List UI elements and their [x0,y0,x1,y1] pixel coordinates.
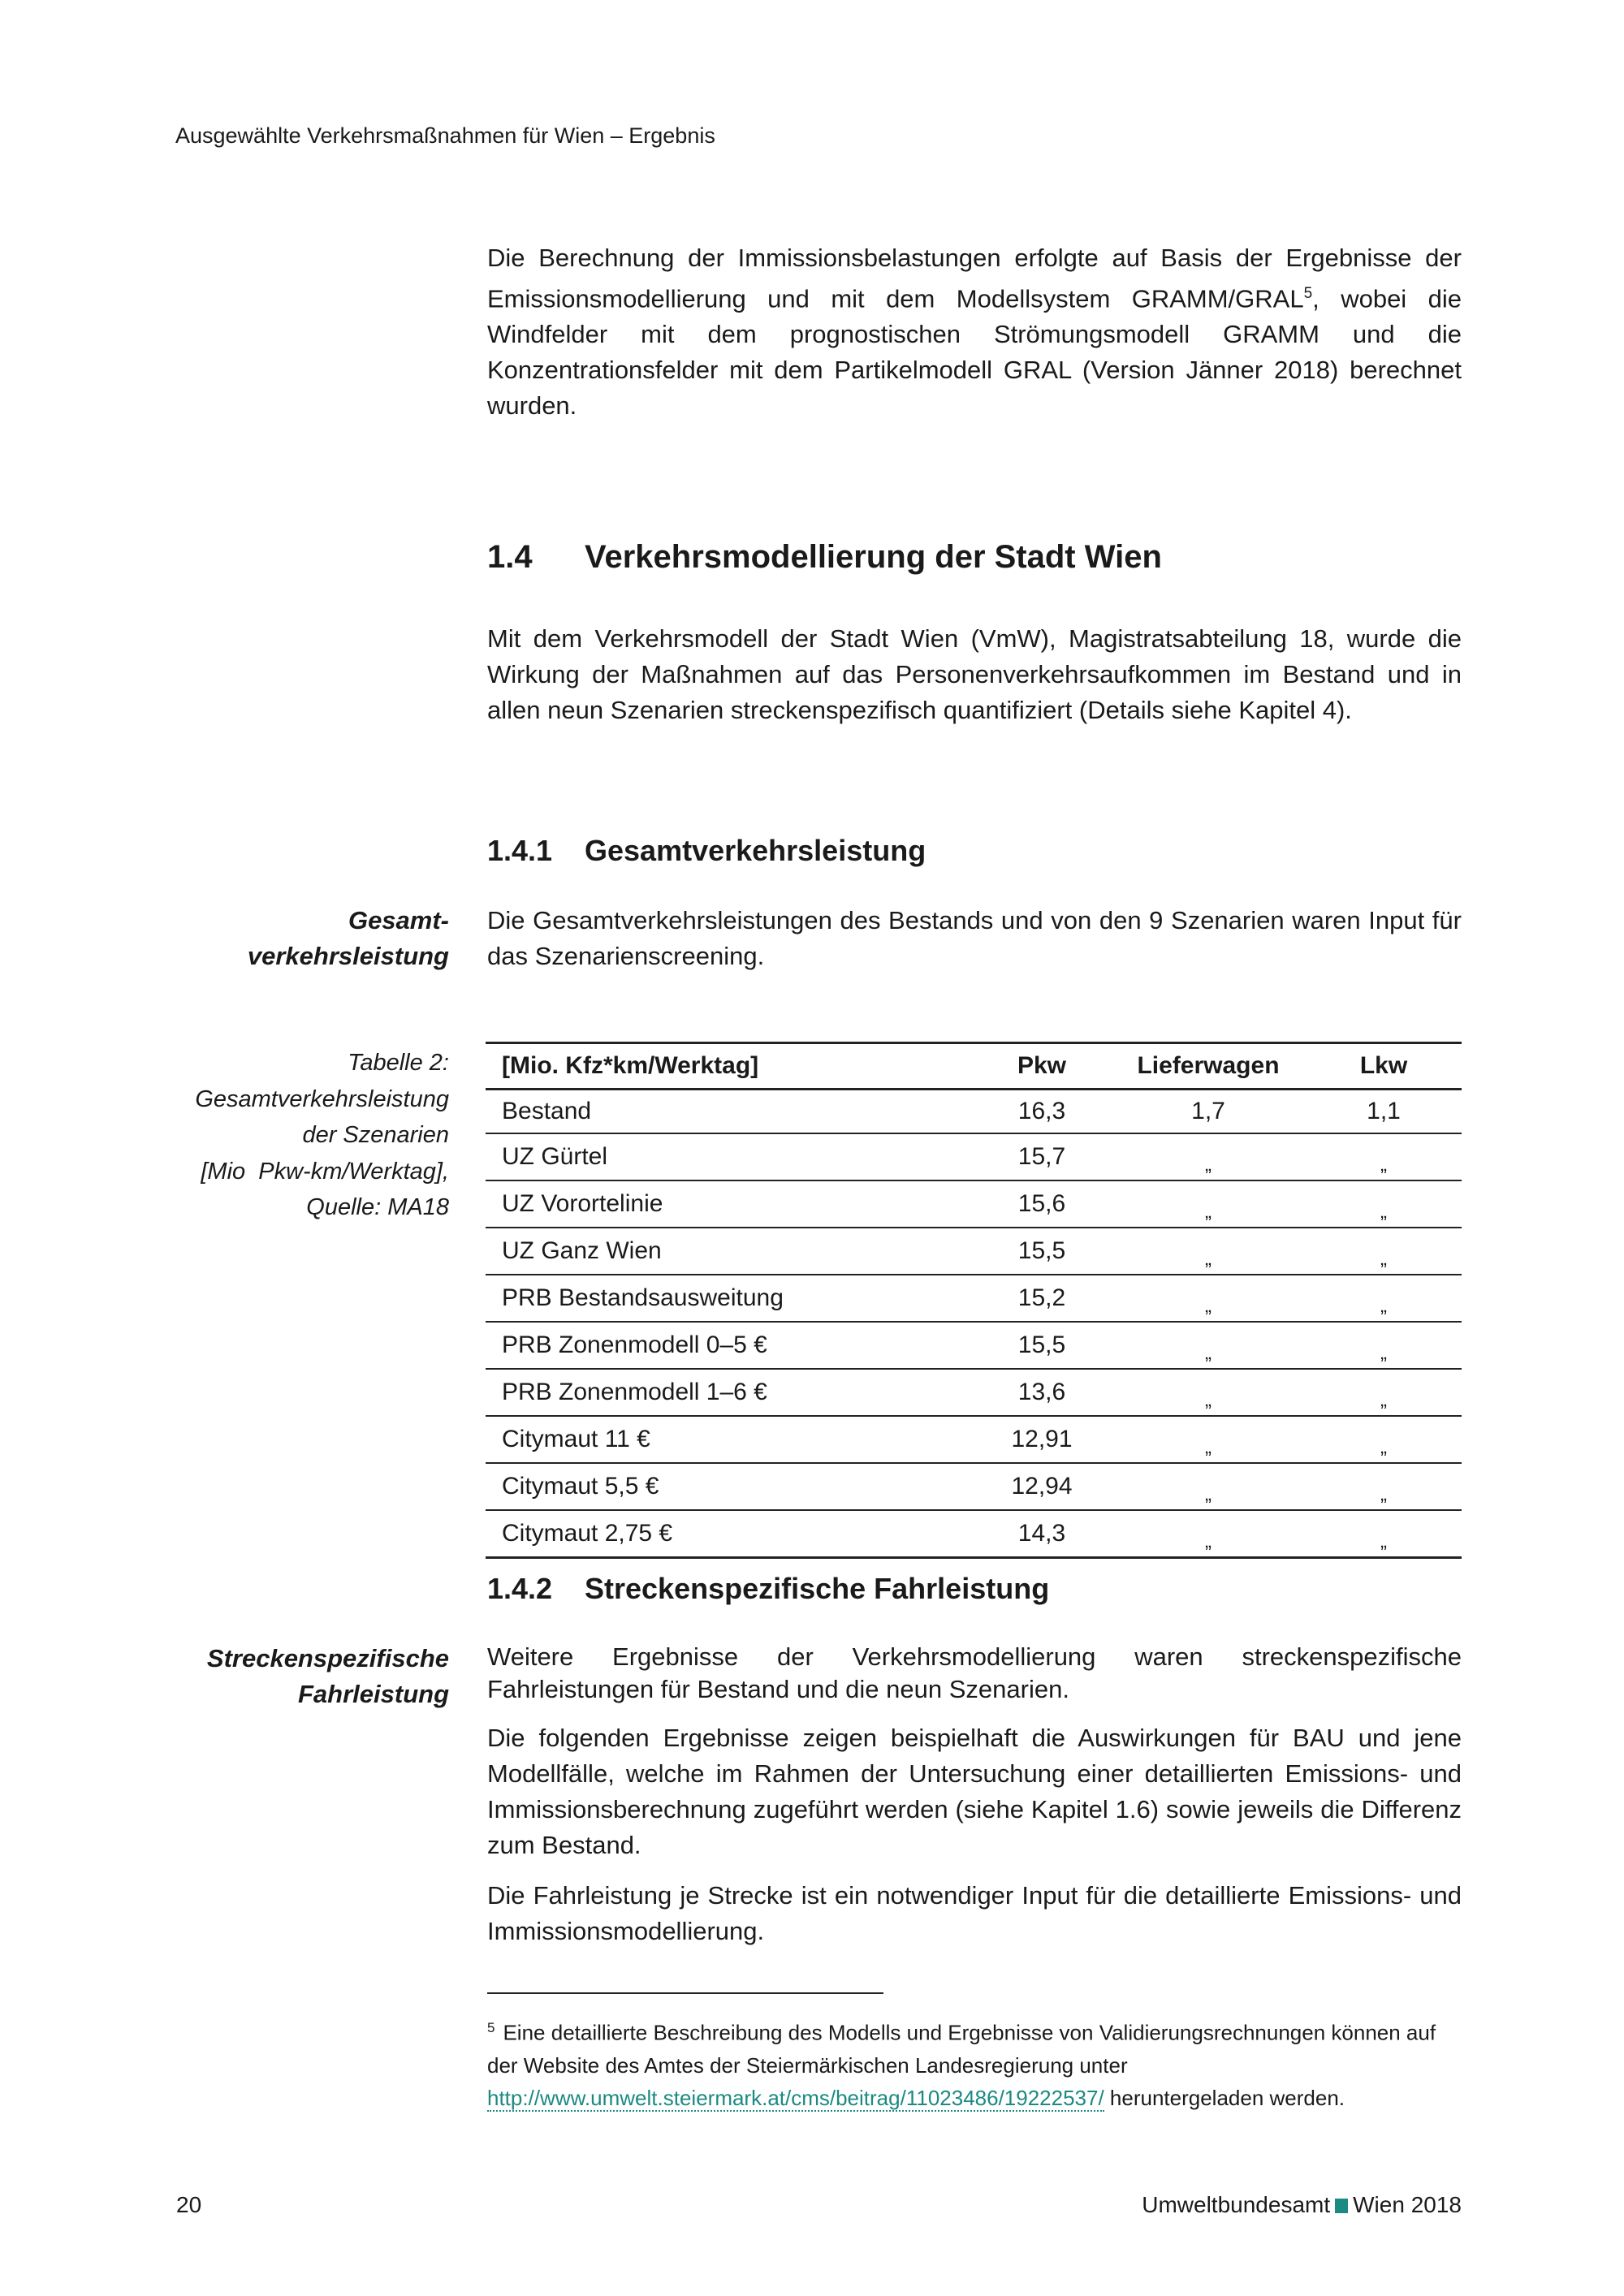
scenario-cell: PRB Zonenmodell 1–6 € [486,1369,973,1416]
lkw-cell: „ [1306,1463,1462,1510]
running-header: Ausgewählte Verkehrsmaßnahmen für Wien – Ergebnis [175,123,715,148]
margin-label-line: Gesamt- [348,906,449,934]
table-row [486,1369,1462,1416]
footnote-mark: 5 [487,2020,495,2035]
pkw-cell: 14,3 [973,1510,1111,1558]
section-number: 1.4 [487,539,533,575]
table-header-row [486,1043,1462,1090]
section-number: 1.4.2 [487,1572,553,1605]
lieferwagen-cell: „ [1111,1416,1306,1463]
scenario-cell: PRB Bestandsausweitung [486,1275,973,1322]
lkw-cell: 1,1 [1306,1090,1462,1134]
intro-paragraph [487,240,1462,438]
paragraph: Die folgenden Ergebnisse zeigen beispielhaft die Auswirkungen für BAU und jene Modellfälle, welche im Rahmen der Untersuchung einer detaillierten Emissions- und Immissionsberechnung zugeführt werden (siehe Kapitel 1.6) sowie jeweils die Differenz zum Bestand. [487,1724,1462,1859]
lkw-cell: „ [1306,1133,1462,1180]
footnote-text: Eine detaillierte Beschreibung des Modells und Ergebnisse von Validierungsrechnungen können auf der Website des Amtes der Steiermärkischen Landesregierung unter [487,2020,1436,2078]
column-header: Pkw [973,1043,1111,1090]
section-heading-1-4-1 [487,834,926,868]
scenario-cell: Citymaut 5,5 € [486,1463,973,1510]
pkw-cell: 15,2 [973,1275,1111,1322]
pkw-cell: 15,5 [973,1322,1111,1369]
lkw-cell: „ [1306,1322,1462,1369]
margin-label-line: Streckenspezifische [206,1644,449,1672]
pkw-cell: 15,7 [973,1133,1111,1180]
footnote-ref[interactable]: 5 [1303,285,1313,302]
section-title: Verkehrsmodellierung der Stadt Wien [585,539,1162,575]
section-1-4-1-paragraph [487,903,1462,989]
lieferwagen-cell: „ [1111,1510,1306,1558]
lieferwagen-cell: „ [1111,1322,1306,1369]
lkw-cell: „ [1306,1510,1462,1558]
table-row [486,1228,1462,1275]
section-1-4-paragraph [487,621,1462,743]
table-row [486,1416,1462,1463]
table-caption [124,1045,449,1226]
lieferwagen-cell: „ [1111,1180,1306,1228]
section-title: Gesamtverkehrsleistung [585,834,926,867]
pkw-cell: 13,6 [973,1369,1111,1416]
column-header: Lieferwagen [1111,1043,1306,1090]
intro-text-cont: , wobei die Windfelder mit dem prognostischen Strömungsmodell GRAMM und die Konzentrationsfelder mit dem Partikelmodell GRAL (Version Jänner 2018) berechnet wurden. [487,284,1462,421]
table-row [486,1275,1462,1322]
section-title: Streckenspezifische Fahrleistung [585,1572,1050,1605]
table-row [486,1510,1462,1558]
paragraph: Weitere Ergebnisse der Verkehrsmodellierung waren streckenspezifische Fahrleistungen für Bestand und die neun Szenarien. [487,1642,1462,1703]
lieferwagen-cell: „ [1111,1228,1306,1275]
lkw-cell: „ [1306,1275,1462,1322]
scenario-cell: PRB Zonenmodell 0–5 € [486,1322,973,1369]
table-row [486,1133,1462,1180]
scenario-cell: UZ Gürtel [486,1133,973,1180]
pkw-cell: 15,5 [973,1228,1111,1275]
pkw-cell: 15,6 [973,1180,1111,1228]
paragraph: Mit dem Verkehrsmodell der Stadt Wien (VmW), Magistratsabteilung 18, wurde die Wirkung der Maßnahmen auf das Personenverkehrsaufkommen im Bestand und in allen neun Szenarien streckenspezifisch quantifiziert (Details siehe Kapitel 4). [487,624,1462,724]
lkw-cell: „ [1306,1228,1462,1275]
lieferwagen-cell: „ [1111,1133,1306,1180]
paragraph: Die Fahrleistung je Strecke ist ein notwendiger Input für die detaillierte Emissions- und Immissionsmodellierung. [487,1881,1462,1945]
margin-label-line: verkehrsleistung [247,942,449,970]
column-header: [Mio. Kfz*km/Werktag] [486,1043,973,1090]
footer-place-year: Wien 2018 [1353,2192,1462,2217]
square-separator-icon [1335,2199,1348,2213]
margin-label-gesamtverkehrsleistung [124,903,449,974]
section-heading-1-4-2 [487,1572,1049,1606]
scenario-cell: Bestand [486,1090,973,1134]
lkw-cell: „ [1306,1180,1462,1228]
table-row [486,1322,1462,1369]
footnote [487,2012,1462,2114]
footnote-divider [487,1992,883,1994]
page-number: 20 [176,2192,202,2217]
scenario-cell: UZ Vorortelinie [486,1180,973,1228]
caption-line: Gesamtverkehrsleistung [195,1085,449,1112]
table-row [486,1180,1462,1228]
margin-label-line: Fahrleistung [297,1680,449,1708]
margin-label-streckenspezifische-fahrleistung [124,1641,449,1712]
scenario-cell: Citymaut 2,75 € [486,1510,973,1558]
lkw-cell: „ [1306,1416,1462,1463]
table-row [486,1463,1462,1510]
intro-text: Die Berechnung der Immissionsbelastungen erfolgte auf Basis der Ergebnisse der Emissionsmodellierung und mit dem Modellsystem GRAMM/GRAL [487,244,1462,313]
lieferwagen-cell: 1,7 [1111,1090,1306,1134]
gesamtverkehrsleistung-table [486,1042,1462,1559]
footnote-text-end: heruntergeladen werden. [1104,2085,1345,2110]
lieferwagen-cell: „ [1111,1369,1306,1416]
lieferwagen-cell: „ [1111,1463,1306,1510]
caption-line: [Mio Pkw-km/Werktag], [201,1158,449,1185]
lkw-cell: „ [1306,1369,1462,1416]
pkw-cell: 12,94 [973,1463,1111,1510]
footer-imprint [1142,2192,1462,2218]
lieferwagen-cell: „ [1111,1275,1306,1322]
footnote-link[interactable]: http://www.umwelt.steiermark.at/cms/beitrag/11023486/19222537/ [487,2085,1104,2110]
pkw-cell: 16,3 [973,1090,1111,1134]
scenario-cell: Citymaut 11 € [486,1416,973,1463]
section-heading-1-4 [487,539,1162,576]
caption-line: der Szenarien [302,1122,449,1148]
footer-publisher: Umweltbundesamt [1142,2192,1331,2217]
caption-line: Tabelle 2: [348,1050,449,1076]
section-number: 1.4.1 [487,834,553,867]
scenario-cell: UZ Ganz Wien [486,1228,973,1275]
column-header: Lkw [1306,1043,1462,1090]
table-row [486,1090,1462,1134]
section-1-4-2-paragraphs [487,1641,1462,1964]
paragraph: Die Gesamtverkehrsleistungen des Bestands und von den 9 Szenarien waren Input für das Szenarienscreening. [487,906,1462,970]
caption-line: Quelle: MA18 [306,1194,449,1220]
pkw-cell: 12,91 [973,1416,1111,1463]
